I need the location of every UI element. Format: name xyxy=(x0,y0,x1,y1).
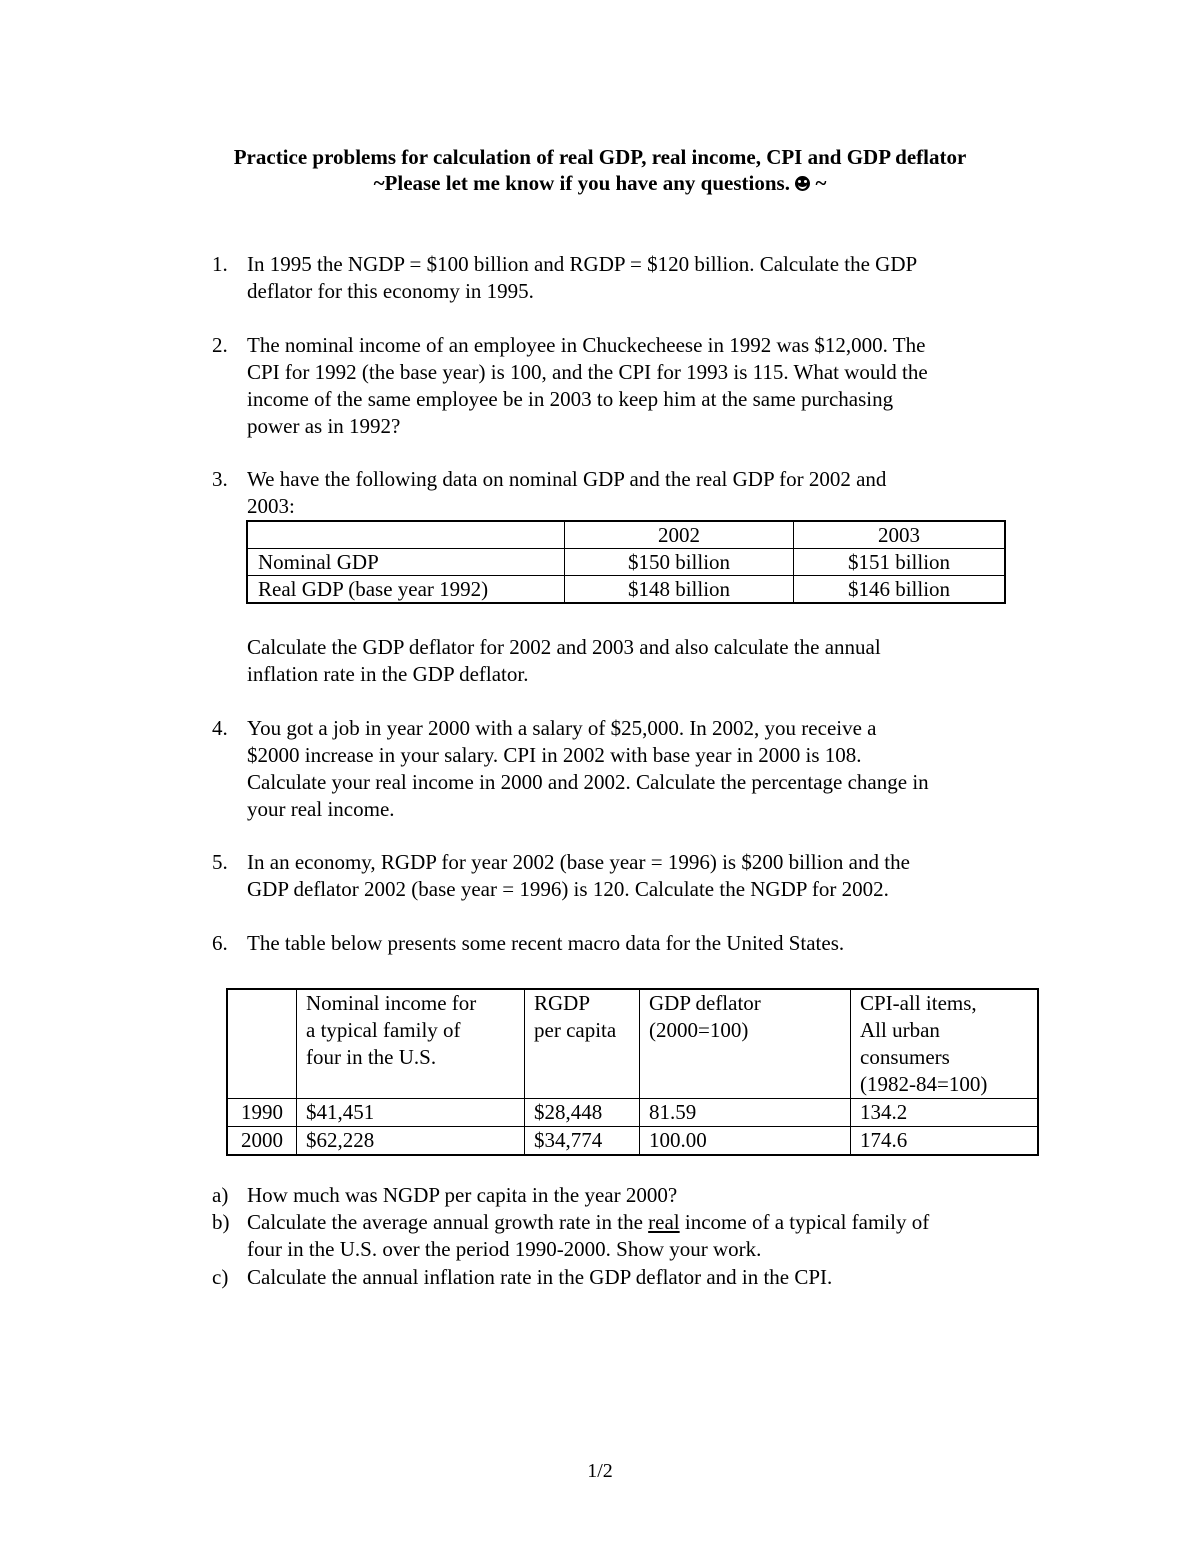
table-cell: 1990 xyxy=(227,1099,297,1127)
subquestion-c-letter: c) xyxy=(212,1265,229,1289)
problem-1-line: In 1995 the NGDP = $100 billion and RGDP = $120 billion. Calculate the GDP xyxy=(247,252,918,276)
title-line-1: Practice problems for calculation of real GDP, real income, CPI and GDP deflator xyxy=(233,145,967,169)
table-cell: $151 billion xyxy=(794,549,1006,576)
table-cell xyxy=(297,989,525,1099)
table-cell: Nominal GDP xyxy=(247,549,565,576)
problem-3-followup-line: inflation rate in the GDP deflator. xyxy=(247,662,529,686)
table-cell-line: (2000=100) xyxy=(649,1018,749,1042)
table-cell-line: GDP deflator xyxy=(649,991,761,1015)
table-cell-line: RGDP xyxy=(534,991,591,1015)
table-cell-line: four in the U.S. xyxy=(306,1045,437,1069)
subquestion-a-text xyxy=(247,1182,1037,1209)
gdp-data-table xyxy=(246,520,1006,604)
table-cell: 81.59 xyxy=(640,1099,851,1127)
subquestion-b-line: four in the U.S. over the period 1990-2000. Show your work. xyxy=(247,1237,762,1261)
title-line-2-text: ~Please let me know if you have any questions. xyxy=(373,171,790,195)
problem-2-number: 2. xyxy=(212,333,228,357)
problem-4-line: $2000 increase in your salary. CPI in 2002 with base year in 2000 is 108. xyxy=(247,743,862,767)
table-cell-line: (1982-84=100) xyxy=(860,1072,988,1096)
table-cell: $146 billion xyxy=(794,576,1006,604)
problem-5-line: GDP deflator 2002 (base year = 1996) is 120. Calculate the NGDP for 2002. xyxy=(247,877,889,901)
table-cell xyxy=(525,989,640,1099)
table-header-row xyxy=(247,521,1005,549)
problem-4-line: your real income. xyxy=(247,797,395,821)
problem-4-line: Calculate your real income in 2000 and 2002. Calculate the percentage change in xyxy=(247,770,929,794)
table-cell xyxy=(227,989,297,1099)
problem-1-line: deflator for this economy in 1995. xyxy=(247,279,534,303)
problem-3-followup-line: Calculate the GDP deflator for 2002 and 2003 and also calculate the annual xyxy=(247,635,881,659)
table-cell: 2002 xyxy=(565,521,794,549)
table-cell: $41,451 xyxy=(297,1099,525,1127)
page-number: 1/2 xyxy=(587,1460,613,1482)
table-cell: $150 billion xyxy=(565,549,794,576)
smiley-icon xyxy=(795,176,810,191)
problem-1-number: 1. xyxy=(212,252,228,276)
problem-2-line: CPI for 1992 (the base year) is 100, and the CPI for 1993 is 115. What would the xyxy=(247,360,928,384)
problem-2-line: income of the same employee be in 2003 to keep him at the same purchasing xyxy=(247,387,894,411)
subquestion-b-before: Calculate the average annual growth rate in the xyxy=(247,1210,649,1234)
problem-2-line: power as in 1992? xyxy=(247,414,401,438)
problem-6-text xyxy=(247,930,1037,957)
table-cell xyxy=(851,989,1039,1099)
table-cell-line: All urban xyxy=(860,1018,940,1042)
subquestion-b-text xyxy=(247,1209,1037,1263)
table-cell: $148 billion xyxy=(565,576,794,604)
table-cell xyxy=(640,989,851,1099)
table-cell: 174.6 xyxy=(851,1127,1039,1156)
problem-3-line: 2003: xyxy=(247,494,295,518)
problem-6-number: 6. xyxy=(212,931,228,955)
table-cell-line: consumers xyxy=(860,1045,950,1069)
table-cell-line: Nominal income for xyxy=(306,991,477,1015)
title-line-2 xyxy=(0,170,1200,196)
problem-3-text xyxy=(247,466,1037,520)
table-cell: $34,774 xyxy=(525,1127,640,1156)
macro-data-table xyxy=(226,988,1039,1156)
problem-5-line: In an economy, RGDP for year 2002 (base year = 1996) is $200 billion and the xyxy=(247,850,910,874)
problem-3-followup xyxy=(247,634,1037,688)
table-cell: 2000 xyxy=(227,1127,297,1156)
table-row xyxy=(247,576,1005,604)
subquestion-c-line: Calculate the annual inflation rate in the GDP deflator and in the CPI. xyxy=(247,1265,833,1289)
table-cell: $28,448 xyxy=(525,1099,640,1127)
table-cell: 2003 xyxy=(794,521,1006,549)
problem-2-text xyxy=(247,332,1037,440)
table-header-row xyxy=(227,989,1038,1099)
problem-4-text xyxy=(247,715,1037,823)
table-row xyxy=(247,549,1005,576)
table-cell: 134.2 xyxy=(851,1099,1039,1127)
problem-5-text xyxy=(247,849,1037,903)
subquestion-b-after: income of a typical family of xyxy=(679,1210,930,1234)
subquestion-b-letter: b) xyxy=(212,1210,230,1234)
subquestion-b-line xyxy=(247,1209,1037,1236)
table-cell xyxy=(247,521,565,549)
subquestion-a-letter: a) xyxy=(212,1183,229,1207)
table-cell: $62,228 xyxy=(297,1127,525,1156)
subquestion-a-line: How much was NGDP per capita in the year 2000? xyxy=(247,1183,678,1207)
table-cell: Real GDP (base year 1992) xyxy=(247,576,565,604)
table-cell-line: per capita xyxy=(534,1018,617,1042)
problem-2-line: The nominal income of an employee in Chuckecheese in 1992 was $12,000. The xyxy=(247,333,926,357)
subquestion-b-underlined: real xyxy=(648,1210,680,1234)
problem-4-line: You got a job in year 2000 with a salary of $25,000. In 2002, you receive a xyxy=(247,716,877,740)
table-row xyxy=(227,1099,1038,1127)
table-cell-line: CPI-all items, xyxy=(860,991,977,1015)
problem-3-number: 3. xyxy=(212,467,228,491)
problem-4-number: 4. xyxy=(212,716,228,740)
table-row xyxy=(227,1127,1038,1156)
problem-3-line: We have the following data on nominal GDP and the real GDP for 2002 and xyxy=(247,467,887,491)
table-cell-line: a typical family of xyxy=(306,1018,461,1042)
problem-6-line: The table below presents some recent macro data for the United States. xyxy=(247,931,845,955)
title-line-2-tilde: ~ xyxy=(815,171,827,195)
problem-5-number: 5. xyxy=(212,850,228,874)
subquestion-c-text xyxy=(247,1264,1037,1291)
problem-1-text xyxy=(247,251,1037,305)
page-title xyxy=(0,144,1200,196)
table-cell: 100.00 xyxy=(640,1127,851,1156)
